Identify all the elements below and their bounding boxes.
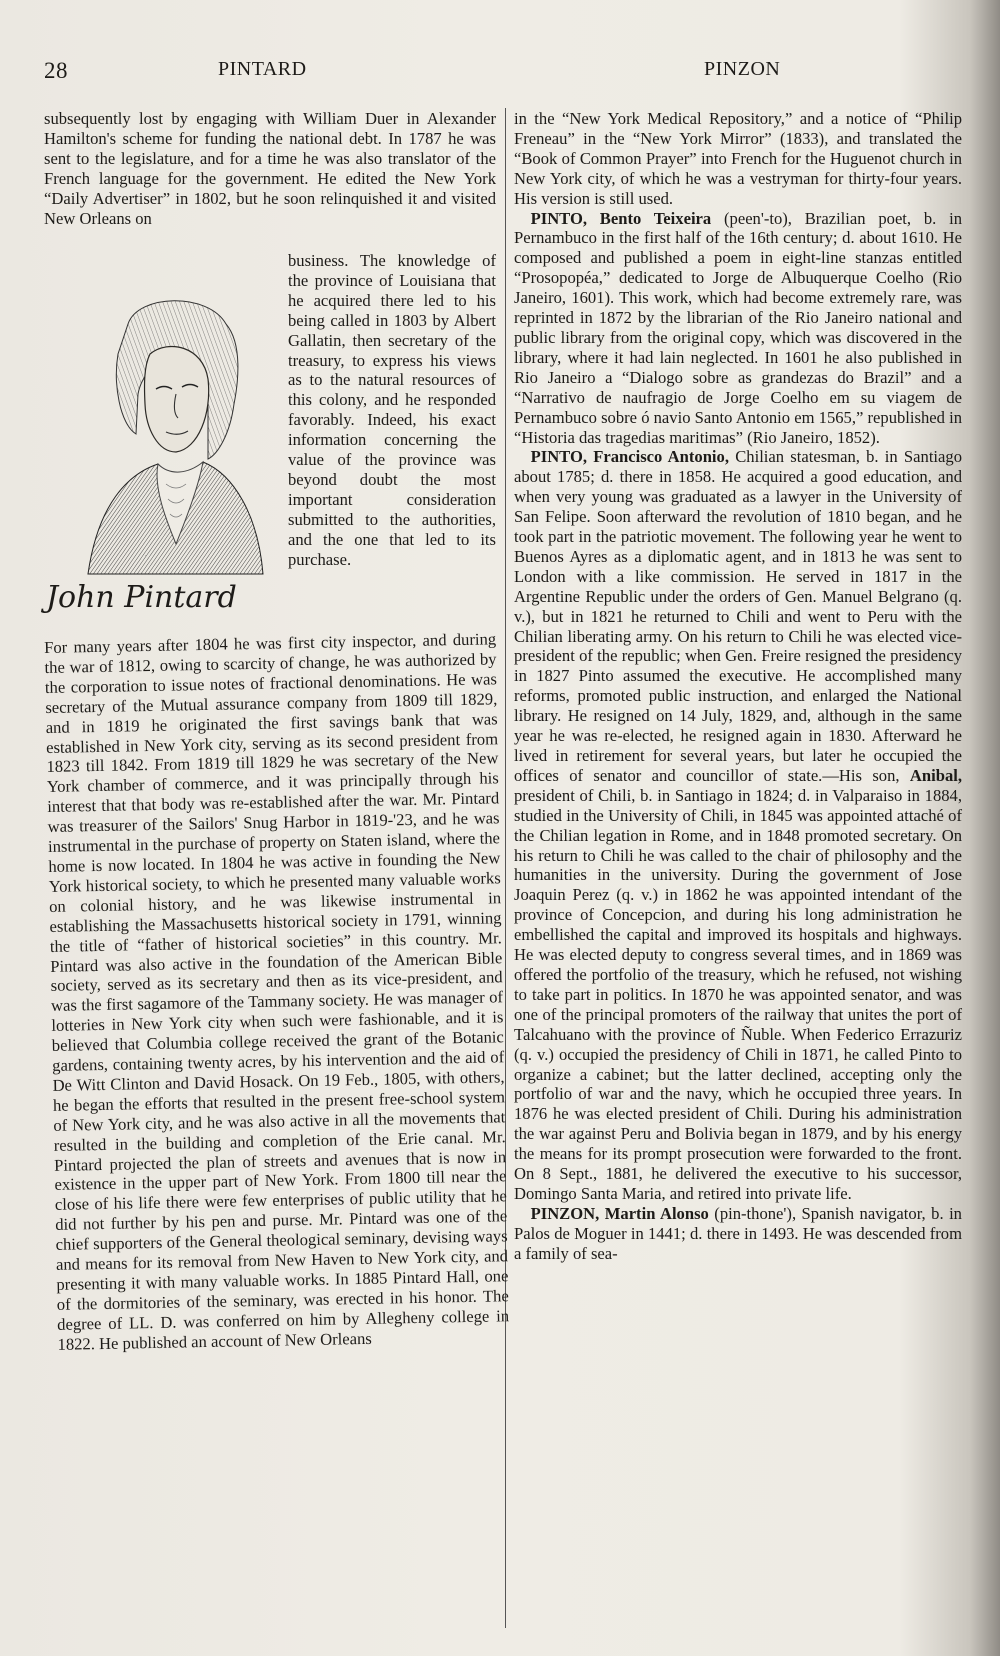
left-column-wrap-text <box>288 251 496 570</box>
pintard-paragraph-start: subsequently lost by engaging with William Duer in Alexander Hamilton's scheme for funding the national debt. In 1787 he was sent to the legislature, and for a time he was also translator of the French language for the government. He edited the New York “Daily Advertiser” in 1802, but he soon relinquished it and visited New Orleans on <box>44 109 496 228</box>
pintard-paragraph-wrap: business. The knowledge of the province of Louisiana that he acquired there led to his being called in 1803 by Albert Gallatin, then secretary of the treasury, to express his views as to the natural resources of this colony, and he responded favorably. Indeed, his exact information concerning the value of the province was beyond doubt the most important consideration submitted to the authorities, and the one that led to its purchase. <box>288 251 496 569</box>
entry-body: president of Chili, b. in Santiago in 1824; d. in Valparaiso in 1884, studied in the University of Chili, in 1845 was appointed attaché of the Chilian legation in Rome, and in 1848 promoted secretary. On his return to Chili he was called to the chair of philosophy and the humanities in the university. During the government of Jose Joaquin Perez (q. v.) in 1862 he was appointed intendant of the province of Concepcion, and during his long administration he embellished the capital and improved its hospitals and highways. He was elected deputy to congress several times, and in 1869 was offered the portfolio of the treasury, which he refused, not wishing to take part in politics. In 1870 he was appointed senator, and was one of the principal promoters of the railway that unites the port of Talcahuano with the province of Ñuble. When Federico Errazuriz (q. v.) occupied the presidency of Chili in 1871, he called Pinto to organize a cabinet; but the latter declined, accepting only the portfolio of war and the navy, which he occupied three years. In 1876 he was elected president of Chili. During his administration the war against Peru and Bolivia began in 1879, and by his energy the means for its prompt prosecution were forwarded to the front. On 8 Sept., 1881, he delivered the executive to his successor, Domingo Santa Maria, and retired into private life. <box>514 785 962 1203</box>
running-header <box>44 56 792 86</box>
pintard-paragraph-end: in the “New York Medical Repository,” and a notice of “Philip Freneau” in the “New York Mirror” (1833), and translated the “Book of Common Prayer” into French for the Huguenot church in New York city, of which he was a vestryman for thirty-four years. His version is still used. <box>514 109 962 208</box>
entry-pinto-bento <box>514 209 962 448</box>
entry-heading: PINTO, Bento Teixeira <box>530 208 712 228</box>
entry-body: (peen'-to), Brazilian poet, b. in Pernambuco in the first half of the 16th century; d. about 1610. He composed and published a poem in eight-line stanzas entitled “Prosopopéa,” dedicated to Jorge de Albuquerque Coelho (Rio Janeiro, 1601). This work, which had become extremely rare, was reprinted in 1872 by the librarian of the Rio Janeiro national and public library from the original copy, which was discovered in the library, where it had lain neglected. In 1601 he also published in Rio Janeiro a “Dialogo sobre as grandezas do Brazil” and a “Narrativo de naufragio de Jorge Coelho em su viagem de Pernambuco sobre ó navio Santo Antonio em 1565,” republished in “Historia das tragedias maritimas” (Rio Janeiro, 1852). <box>514 208 962 447</box>
page-number: 28 <box>44 58 68 83</box>
entry-pinto-francisco <box>514 447 962 1203</box>
entry-pinzon-martin <box>514 1204 962 1264</box>
entry-heading: PINTO, Francisco Antonio, <box>530 447 729 467</box>
entry-subheading: Anibal, <box>909 765 962 785</box>
signature-text: John Pintard <box>46 580 237 615</box>
left-column-bottom-text <box>44 629 510 1354</box>
column-divider <box>505 108 506 1628</box>
header-right-word: PINZON <box>704 58 781 80</box>
entry-body: (pin-thone'), Spanish navigator, b. in Palos de Moguer in 1441; d. there in 1493. He was descended from a family of sea- <box>514 1203 962 1263</box>
header-left-word: PINTARD <box>218 58 307 80</box>
entry-body: Chilian statesman, b. in Santiago about 1785; d. there in 1858. He acquired a good education, and when very young was graduated as a lawyer in the University of San Felipe. Soon afterward the revolution of 1810 began, and he took part in the patriotic movement. The following year he went to Buenos Ayres as a diplomatic agent, and in 1813 he was sent to London with a like commission. He served in 1817 in the Argentine Republic under the orders of Gen. Manuel Belgrano (q. v.), but in 1821 he returned to Chili and went to Peru with the Chilian liberating army. On his return to Chili he was elected vice-president of the republic; when Gen. Freire resigned the presidency in 1827 Pinto assumed the executive. He accomplished many reforms, promoted public instruction, and enlarged the National library. He resigned on 14 July, 1829, and, although in the same year he was re-elected, he resigned again in 1830. Afterward he lived in retirement for several years, but later he occupied the offices of senator and councillor of state.—His son, <box>514 447 962 785</box>
entry-heading: PINZON, Martin Alonso <box>530 1203 709 1223</box>
engraved-figure <box>88 301 263 574</box>
left-column-top-text <box>44 109 496 228</box>
portrait-engraving <box>58 284 278 584</box>
facsimile-signature <box>46 580 276 632</box>
pintard-paragraph-continued: For many years after 1804 he was first city inspector, and during the war of 1812, owing to scarcity of change, he was authorized by the corporation to issue notes of fractional denominations. He was secretary of the Mutual assurance company from 1809 till 1829, and in 1819 he originated the first savings bank that was established in New York city, serving as its second president from 1823 till 1842. From 1819 till 1829 he was secretary of the New York chamber of commerce, and it was principally through his interest that that body was re-established after the war. Mr. Pintard was treasurer of the Sailors' Snug Harbor in 1819-'23, and he was instrumental in the purchase of property on Staten island, where the home is now located. In 1804 he was active in founding the New York historical society, to which he presented many valuable works on colonial history, and he was likewise instrumental in establishing the Massachusetts historical society in 1791, winning the title of “father of historical societies” in this country. Mr. Pintard was also active in the foundation of the American Bible society, served as its secretary and then as its vice-president, and was the first sagamore of the Tammany society. He was manager of lotteries in New York city when such were fashionable, and it is believed that Columbia college received the grant of the Botanic gardens, containing twenty acres, by his intervention and the aid of De Witt Clinton and David Hosack. On 19 Feb., 1805, with others, he began the efforts that resulted in the present free-school system of New York city, and he was also active in all the movements that resulted in the building and completion of the Erie canal. Mr. Pintard projected the plan of streets and avenues that is now in existence in the upper part of New York. From 1800 till near the close of his life there were few enterprises of public utility that he did not further by his pen and purse. Mr. Pintard was one of the chief supporters of the General theological seminary, devising ways and means for its removal from New Haven to New York city, and presenting it with many valuable works. In 1885 Pintard Hall, one of the dormitories of the seminary, was erected in his honor. The degree of LL. D. was conferred on him by Allegheny college in 1822. He published an account of New Orleans <box>44 629 510 1354</box>
right-column <box>514 109 962 1264</box>
